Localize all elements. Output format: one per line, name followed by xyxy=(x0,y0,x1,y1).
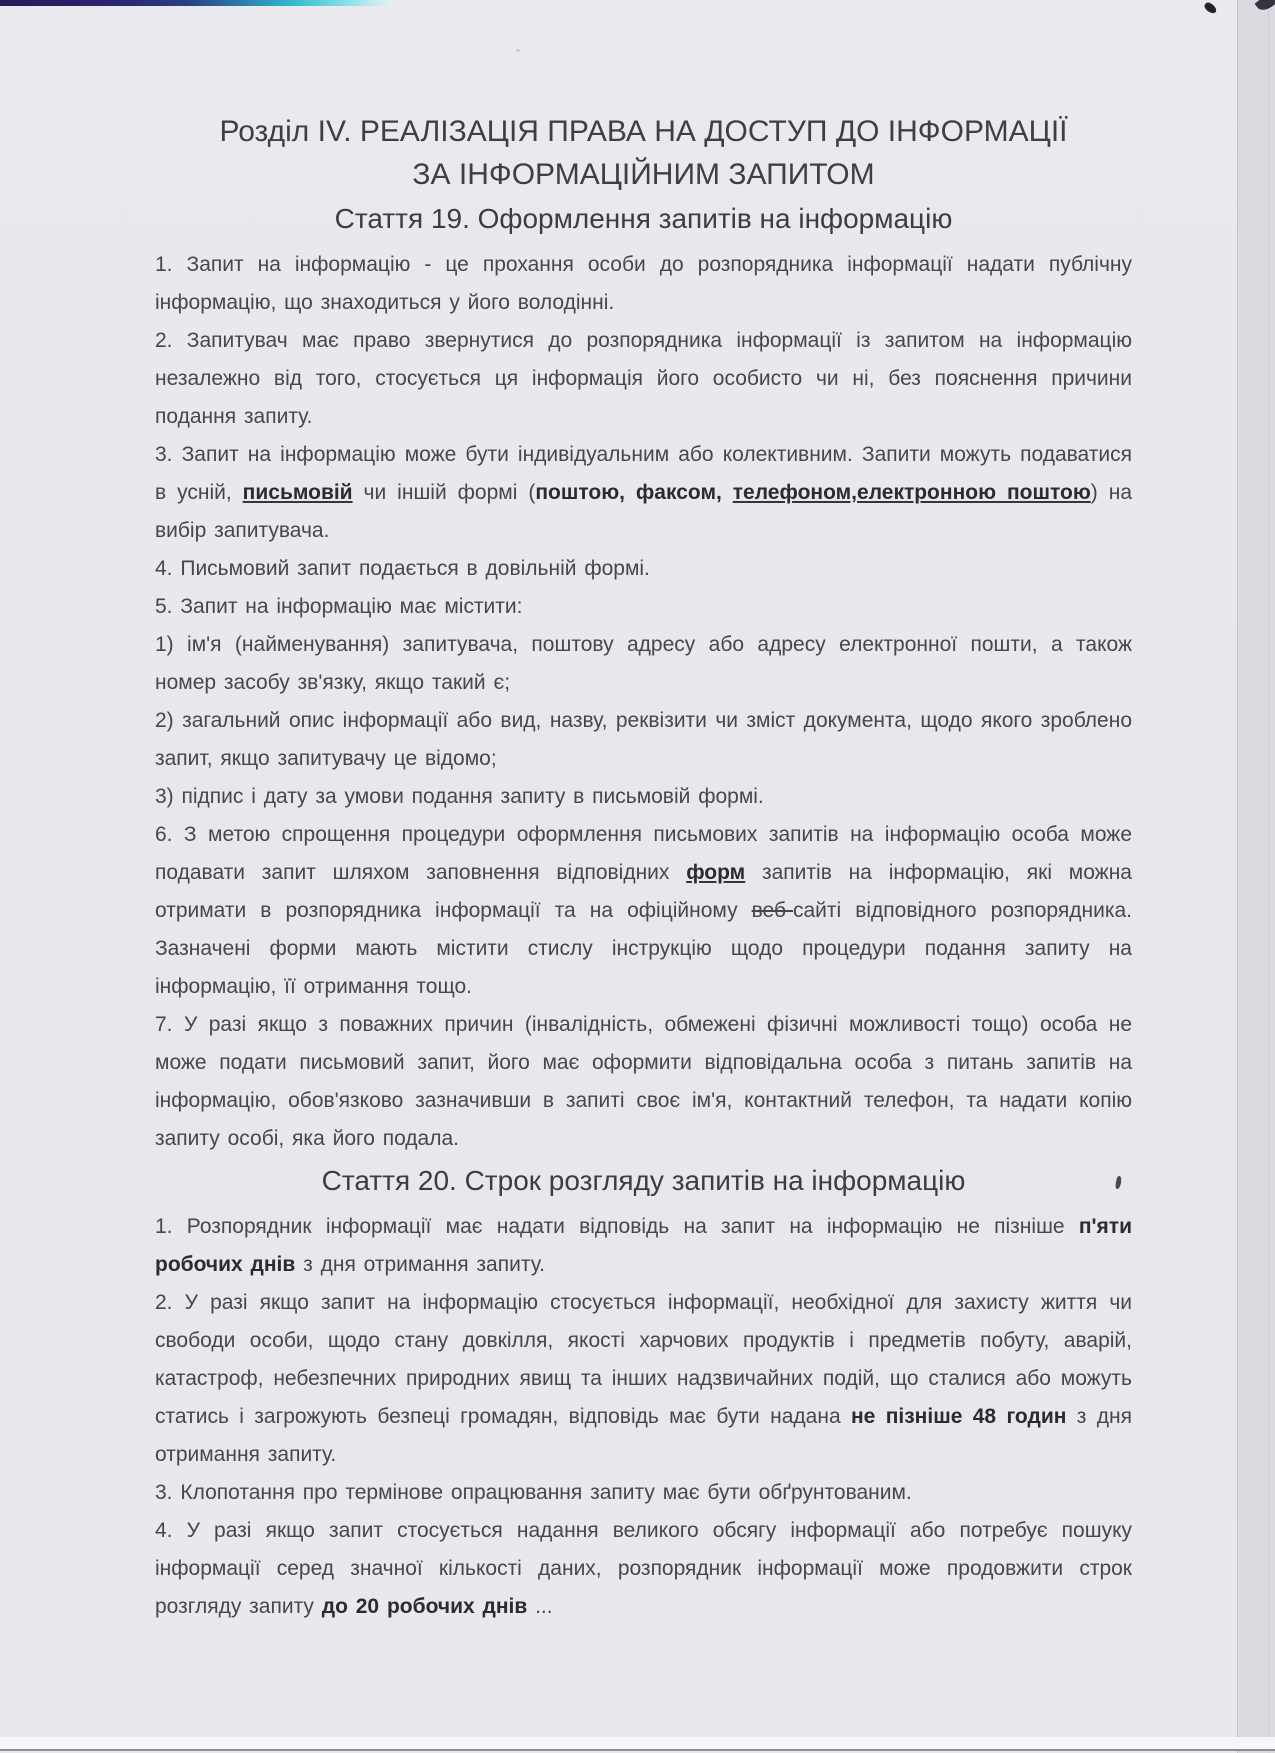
text-segment: запитів на інформацію, які можна отримати в розпорядника інформації та на офіційному xyxy=(155,861,1132,922)
text-segment: 3) підпис і дату за умови подання запиту в письмовій формі. xyxy=(155,785,764,808)
text-segment: форм xyxy=(686,861,746,884)
document-content xyxy=(155,110,1132,1626)
text-segment: не пізніше 48 годин xyxy=(851,1405,1067,1428)
paragraph xyxy=(155,778,1132,816)
text-segment: 1. Розпорядник інформації має надати відповідь на запит на інформацію не пізніше xyxy=(155,1215,1079,1238)
page-right-edge xyxy=(1237,0,1275,1753)
text-segment: 7. У разі якщо з поважних причин (інвалідність, обмежені фізичні можливості тощо) особа не може подати письмовий запит, його має оформити відповідальна особа з питань запитів на інформацію, обов'язково зазначивши в запиті своє ім'я, контактний телефон, та надати копію запиту особі, яка його подала. xyxy=(155,1013,1132,1150)
text-segment: 3. Клопотання про термінове опрацювання запиту має бути обґрунтованим. xyxy=(155,1481,912,1504)
paragraph xyxy=(155,1512,1132,1626)
page-bottom-line xyxy=(0,1749,1275,1751)
text-segment: ЗА ІНФОРМАЦІЙНИМ ЗАПИТОМ xyxy=(412,158,875,191)
text-segment: письмовій xyxy=(242,481,353,504)
paragraph xyxy=(155,1006,1132,1158)
text-segment: Стаття 19. Оформлення запитів на інформацію xyxy=(334,203,953,234)
paragraph xyxy=(155,436,1132,550)
document-title-line xyxy=(155,110,1132,153)
page-bottom-edge xyxy=(0,1737,1275,1749)
paragraph xyxy=(155,588,1132,626)
paragraph xyxy=(155,626,1132,702)
text-segment: поштою, факсом, xyxy=(535,481,733,504)
text-segment: з дня отримання запиту. xyxy=(295,1253,545,1276)
text-segment: ) на вибір запитувача. xyxy=(155,481,1132,542)
text-segment: телефоном, xyxy=(732,481,858,504)
text-segment: 1) ім'я (найменування) запитувача, поштову адресу або адресу електронної пошти, а також номер засобу зв'язку, якщо такий є; xyxy=(155,633,1132,694)
ink-speck xyxy=(1203,1,1218,15)
text-segment: до 20 робочих днів xyxy=(321,1595,528,1618)
paragraph xyxy=(155,322,1132,436)
text-segment: 4. У разі якщо запит стосується надання великого обсягу інформації або потребує пошуку інформації серед значної кількості даних, розпорядник інформації може продовжити строк розгляду запиту xyxy=(155,1519,1132,1618)
text-segment: Стаття 20. Строк розгляду запитів на інформацію xyxy=(321,1165,966,1196)
text-segment: з дня отримання запиту. xyxy=(155,1405,1132,1466)
paragraph xyxy=(155,1474,1132,1512)
text-segment: електронною поштою xyxy=(857,481,1091,504)
text-segment: 3. Запит на інформацію може бути індивідуальним або колективним. Запити можуть подаватися в усній, xyxy=(155,443,1132,504)
text-segment: 2. Запитувач має право звернутися до розпорядника інформації із запитом на інформацію незалежно від того, стосується ця інформація його особисто чи ні, без пояснення причини подання запиту. xyxy=(155,329,1132,428)
document-title-line xyxy=(155,153,1132,196)
text-segment: 2) загальний опис інформації або вид, назву, реквізити чи зміст документа, щодо якого зроблено запит, якщо запитувачу це відомо; xyxy=(155,709,1132,770)
paragraph xyxy=(155,246,1132,322)
paragraph xyxy=(155,816,1132,1006)
text-segment: веб- xyxy=(751,899,793,922)
section-heading xyxy=(155,1160,1132,1202)
scanner-color-strip xyxy=(0,0,392,6)
paragraph xyxy=(155,1284,1132,1474)
text-segment: 1. Запит на інформацію - це прохання особи до розпорядника інформації надати публічну інформацію, що знаходиться у його володінні. xyxy=(155,253,1132,314)
text-segment: 6. З метою спрощення процедури оформлення письмових запитів на інформацію особа може подавати запит шляхом заповнення відповідних xyxy=(155,823,1132,884)
text-segment: 5. Запит на інформацію має містити: xyxy=(155,595,523,618)
paragraph xyxy=(155,702,1132,778)
paragraph xyxy=(155,550,1132,588)
text-segment: сайті відповідного розпорядника. Зазначені форми мають містити стислу інструкцію щодо процедури подання запиту на інформацію, її отримання тощо. xyxy=(155,899,1132,998)
paragraph xyxy=(155,1208,1132,1284)
page-right-edge-line xyxy=(1268,0,1269,1753)
dust-speck xyxy=(516,49,520,52)
text-segment: чи іншій формі ( xyxy=(352,481,536,504)
text-segment: п'яти робочих днів xyxy=(155,1215,1132,1276)
text-segment: 4. Письмовий запит подається в довільній формі. xyxy=(155,557,650,580)
section-heading xyxy=(155,198,1132,240)
text-segment: 2. У разі якщо запит на інформацію стосується інформації, необхідної для захисту життя чи свободи особи, щодо стану довкілля, якості харчових продуктів і предметів побуту, аварій, катастроф, небезпечних природних явищ та інших надзвичайних подій, що сталися або можуть статись і загрожують безпеці громадян, відповідь має бути надана xyxy=(155,1291,1132,1428)
text-segment: ... xyxy=(527,1595,553,1618)
text-segment: Розділ IV. РЕАЛІЗАЦІЯ ПРАВА НА ДОСТУП ДО ІНФОРМАЦІЇ xyxy=(219,115,1068,148)
